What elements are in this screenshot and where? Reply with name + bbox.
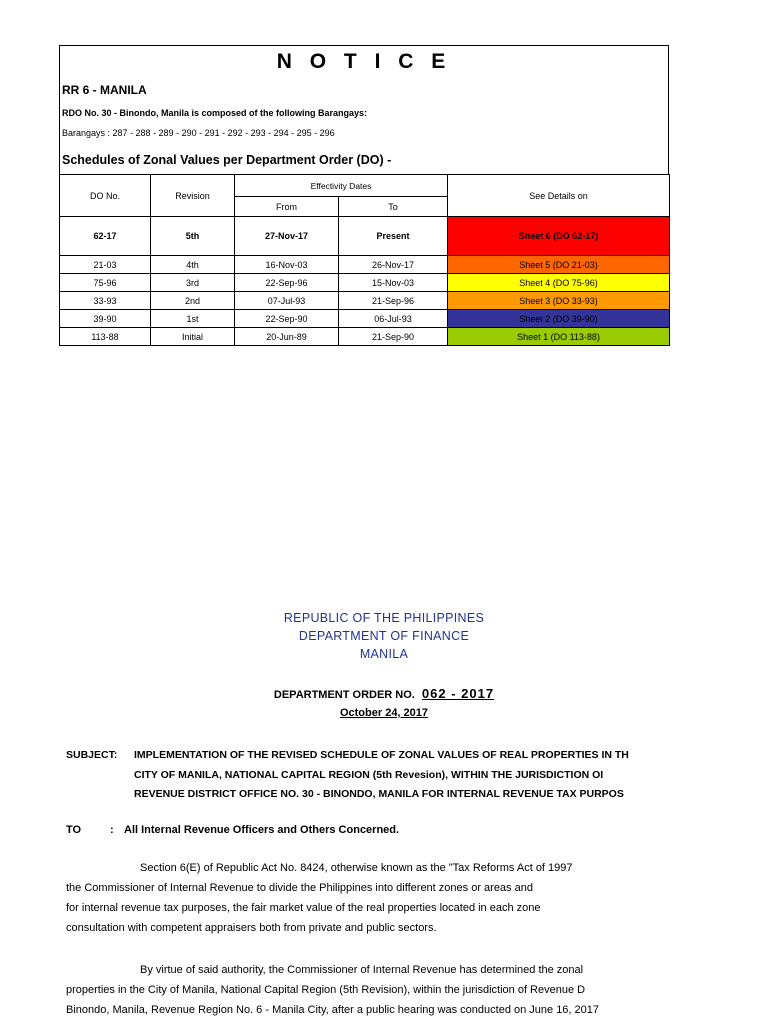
- revision: 4th: [151, 256, 235, 274]
- revision: 2nd: [151, 292, 235, 310]
- header-revision: Revision: [151, 175, 235, 217]
- to-line: [66, 824, 399, 836]
- date-from: 22-Sep-90: [235, 310, 339, 328]
- date-from: 16-Nov-03: [235, 256, 339, 274]
- sheet-link[interactable]: Sheet 5 (DO 21-03): [448, 256, 670, 274]
- date-to: 21-Sep-96: [339, 292, 448, 310]
- subject-block: [66, 746, 629, 805]
- do-number: 33-93: [60, 292, 151, 310]
- table-row: [60, 292, 670, 310]
- date-from: 22-Sep-96: [235, 274, 339, 292]
- date-from: 27-Nov-17: [235, 217, 339, 256]
- letterhead: [0, 609, 768, 663]
- paragraph-1: [66, 858, 573, 938]
- paragraph-line: properties in the City of Manila, National Capital Region (5th Revision), within the jurisdiction of Revenue D: [66, 984, 586, 996]
- sheet-link[interactable]: Sheet 3 (DO 33-93): [448, 292, 670, 310]
- table-row: [60, 310, 670, 328]
- subject-line-1: IMPLEMENTATION OF THE REVISED SCHEDULE OF ZONAL VALUES OF REAL PROPERTIES IN TH: [134, 749, 629, 761]
- rdo-description: RDO No. 30 - Binondo, Manila is composed of the following Barangays:: [62, 108, 368, 118]
- paragraph-line: Section 6(E) of Republic Act No. 8424, otherwise known as the "Tax Reforms Act of 1997: [140, 862, 573, 874]
- do-number: 113-88: [60, 328, 151, 346]
- do-number: 62-17: [60, 217, 151, 256]
- paragraph-line: the Commissioner of Internal Revenue to divide the Philippines into different zones or areas and: [66, 882, 533, 894]
- revenue-region-label: RR 6 - MANILA: [62, 83, 147, 97]
- revision: 1st: [151, 310, 235, 328]
- department-order-label: DEPARTMENT ORDER NO.: [273, 689, 415, 701]
- paragraph-line: By virtue of said authority, the Commissioner of Internal Revenue has determined the zonal: [140, 964, 584, 976]
- paragraph-line: Binondo, Manila, Revenue Region No. 6 - Manila City, after a public hearing was conducted on June 16, 2017: [66, 1004, 600, 1016]
- paragraph-line: consultation with competent appraisers both from private and public sectors.: [66, 922, 437, 934]
- department-orders-table: [59, 174, 670, 346]
- sheet-link[interactable]: Sheet 2 (DO 39-90): [448, 310, 670, 328]
- header-effectivity-dates: Effectivity Dates: [235, 175, 448, 197]
- letterhead-city: MANILA: [359, 647, 409, 661]
- revision: Initial: [151, 328, 235, 346]
- table-row: [60, 328, 670, 346]
- subject-line-2: CITY OF MANILA, NATIONAL CAPITAL REGION (5th Revesion), WITHIN THE JURISDICTION OI: [134, 768, 604, 781]
- to-colon: :: [110, 824, 114, 836]
- notice-title: N O T I C E: [276, 50, 452, 73]
- barangays-list: Barangays : 287 - 288 - 289 - 290 - 291 - 292 - 293 - 294 - 295 - 296: [62, 128, 335, 138]
- header-do-no: DO No.: [60, 175, 151, 217]
- order-date: October 24, 2017: [339, 707, 429, 719]
- date-from: 07-Jul-93: [235, 292, 339, 310]
- paragraph-2: [66, 960, 599, 1020]
- to-label: TO: [66, 824, 82, 836]
- header-from: From: [235, 197, 339, 217]
- department-order-number: 062 - 2017: [421, 686, 495, 701]
- table-row: [60, 217, 670, 256]
- letterhead-republic: REPUBLIC OF THE PHILIPPINES: [283, 611, 485, 625]
- subject-line-3: REVENUE DISTRICT OFFICE NO. 30 - BINONDO, MANILA FOR INTERNAL REVENUE TAX PURPOS: [134, 788, 624, 800]
- table-row: [60, 274, 670, 292]
- revision: 3rd: [151, 274, 235, 292]
- do-number: 21-03: [60, 256, 151, 274]
- department-order-line: [0, 686, 768, 701]
- header-see-details: See Details on: [448, 175, 670, 217]
- date-to: Present: [339, 217, 448, 256]
- date-to: 15-Nov-03: [339, 274, 448, 292]
- date-to: 21-Sep-90: [339, 328, 448, 346]
- sheet-link[interactable]: Sheet 1 (DO 113-88): [448, 328, 670, 346]
- date-from: 20-Jun-89: [235, 328, 339, 346]
- date-to: 26-Nov-17: [339, 256, 448, 274]
- to-text: All Internal Revenue Officers and Others Concerned.: [124, 824, 400, 836]
- letterhead-department: DEPARTMENT OF FINANCE: [298, 629, 470, 643]
- header-to: To: [339, 197, 448, 217]
- paragraph-line: for internal revenue tax purposes, the fair market value of the real properties located in each zone: [66, 902, 541, 914]
- date-to: 06-Jul-93: [339, 310, 448, 328]
- subject-label: SUBJECT:: [66, 749, 118, 761]
- table-row: [60, 256, 670, 274]
- sheet-link[interactable]: Sheet 6 (DO 62-17): [448, 217, 670, 256]
- notice-box: [59, 45, 669, 175]
- revision: 5th: [151, 217, 235, 256]
- do-number: 39-90: [60, 310, 151, 328]
- schedules-heading: Schedules of Zonal Values per Department Order (DO) -: [62, 153, 392, 167]
- do-number: 75-96: [60, 274, 151, 292]
- sheet-link[interactable]: Sheet 4 (DO 75-96): [448, 274, 670, 292]
